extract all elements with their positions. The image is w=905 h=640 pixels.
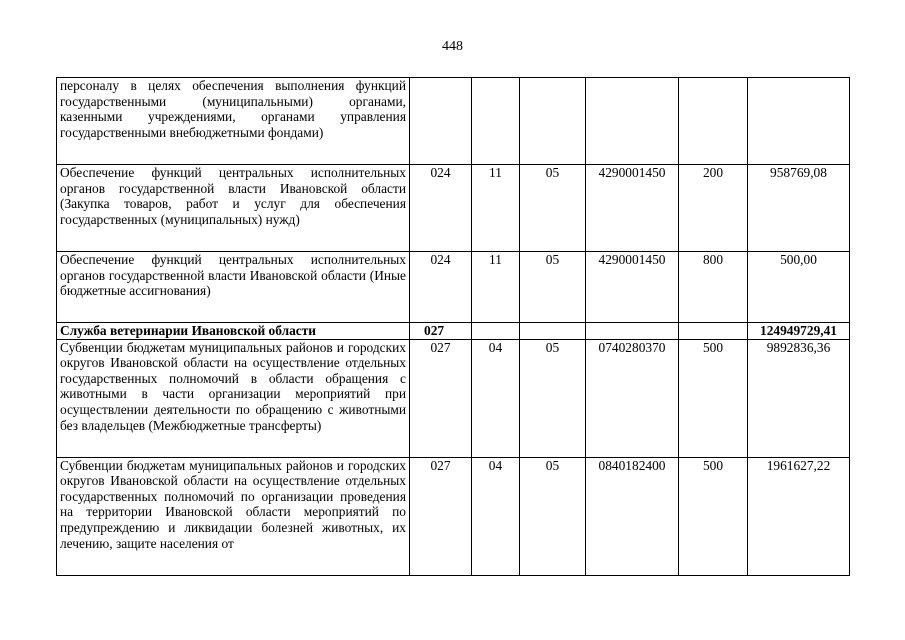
row-section-code: 11 [472,165,520,252]
row-ministry-code: 027 [410,457,472,575]
row-expense-type: 800 [679,252,748,323]
row-subsection-code: 05 [520,457,586,575]
table-row [57,165,850,252]
row-expense-type: 200 [679,165,748,252]
row-subsection-code [520,323,586,340]
table-row [57,252,850,323]
row-target-code: 4290001450 [586,165,679,252]
row-expense-type: 500 [679,457,748,575]
row-ministry-code: 027 [410,339,472,457]
row-expense-type [679,323,748,340]
table-row [57,78,850,165]
row-ministry-code: 024 [410,252,472,323]
table-row [57,339,850,457]
row-sum: 1961627,22 [748,457,850,575]
row-section-code [472,323,520,340]
row-name: Субвенции бюджетам муниципальных районов и городских округов Ивановской области на осуществление отдельных государственных полномочий по организации проведения на территории Ивановской области мероприятий по предупреждению и ликвидации болезней животных, их лечению, защите населения от [57,457,410,575]
page-number: 448 [442,39,463,54]
row-target-code [586,78,679,165]
row-name: персоналу в целях обеспечения выполнения функций государственными (муниципальными) органами, казенными учреждениями, органами управления государственными внебюджетными фондами) [57,78,410,165]
row-sum: 124949729,41 [748,323,850,340]
row-subsection-code: 05 [520,165,586,252]
row-subsection-code: 05 [520,339,586,457]
row-name: Обеспечение функций центральных исполнительных органов государственной власти Ивановской области (Закупка товаров, работ и услуг для обеспечения государственных (муниципальных) нужд) [57,165,410,252]
row-sum: 500,00 [748,252,850,323]
row-ministry-code [410,78,472,165]
row-section-code: 04 [472,457,520,575]
row-target-code: 0840182400 [586,457,679,575]
row-subsection-code: 05 [520,252,586,323]
row-ministry-code: 027 [410,323,472,340]
row-expense-type [679,78,748,165]
row-sum: 9892836,36 [748,339,850,457]
row-sum [748,78,850,165]
row-section-code: 04 [472,339,520,457]
row-target-code [586,323,679,340]
row-ministry-code: 024 [410,165,472,252]
row-sum: 958769,08 [748,165,850,252]
row-target-code: 4290001450 [586,252,679,323]
row-section-code [472,78,520,165]
row-section-code: 11 [472,252,520,323]
row-target-code: 0740280370 [586,339,679,457]
row-expense-type: 500 [679,339,748,457]
row-name: Обеспечение функций центральных исполнительных органов государственной власти Ивановской области (Иные бюджетные ассигнования) [57,252,410,323]
row-name: Субвенции бюджетам муниципальных районов и городских округов Ивановской области на осуществление отдельных государственных полномочий в области обращения с животными в части организации мероприятий при осуществлении деятельности по обращению с животными без владельцев (Межбюджетные трансферты) [57,339,410,457]
table-row [57,457,850,575]
table-row-section-header [57,323,850,340]
row-subsection-code [520,78,586,165]
row-name: Служба ветеринарии Ивановской области [57,323,410,340]
budget-table [56,77,850,576]
